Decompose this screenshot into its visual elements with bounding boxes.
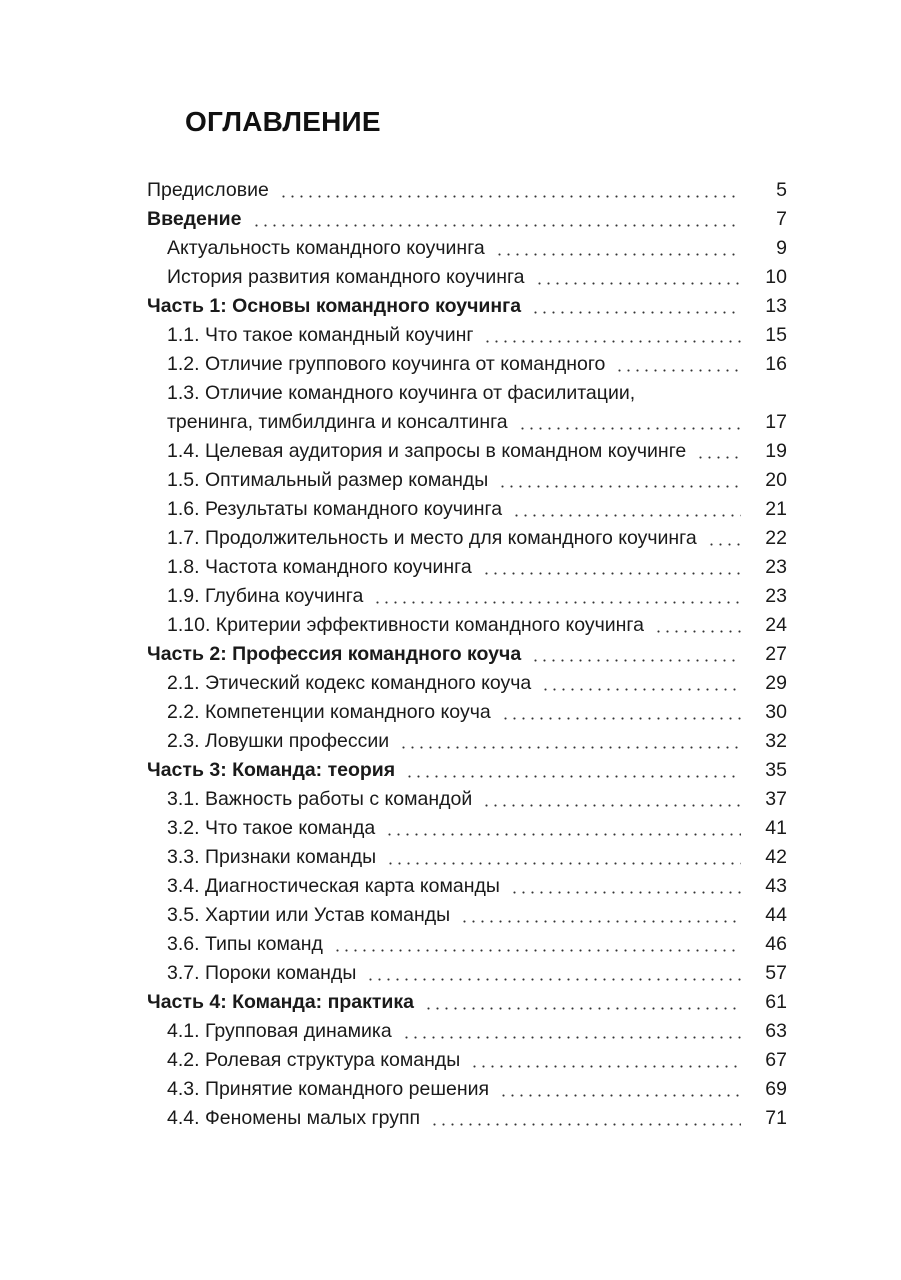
dot-leader: [424, 1007, 741, 1010]
toc-entry-text: 2.3. Ловушки профессии: [167, 730, 390, 752]
toc-entry: [147, 872, 787, 901]
toc-entry-text: 3.6. Типы команд: [167, 933, 323, 955]
toc-page-number: 16: [765, 353, 787, 375]
toc-entry: [147, 814, 787, 843]
toc-page-number: 44: [765, 904, 787, 926]
dot-leader: [696, 456, 741, 459]
dot-leader: [386, 862, 741, 865]
toc-entry-text: тренинга, тимбилдинга и консалтинга: [167, 411, 508, 433]
toc-page-number: 24: [765, 614, 787, 636]
dot-leader: [499, 1094, 741, 1097]
toc-page-number: 5: [776, 179, 787, 201]
toc-entry-text: 3.2. Что такое команда: [167, 817, 376, 839]
toc-entry-text: 3.4. Диагностическая карта команды: [167, 875, 500, 897]
toc-entry: [147, 1075, 787, 1104]
toc-page-number: 10: [765, 266, 787, 288]
toc-entry-text: 1.5. Оптимальный размер команды: [167, 469, 489, 491]
toc-entry: [147, 1046, 787, 1075]
toc-entry-text: Предисловие: [147, 179, 269, 201]
toc-page-number: 71: [765, 1107, 787, 1129]
toc-page-number: 63: [765, 1020, 787, 1042]
toc-entry-text: 1.10. Критерии эффективности командного коучинга: [167, 614, 644, 636]
toc-page-number: 23: [765, 585, 787, 607]
toc-entry: [147, 1104, 787, 1133]
dot-leader: [470, 1065, 741, 1068]
toc-page-number: 23: [765, 556, 787, 578]
toc-entry: [147, 582, 787, 611]
toc-entry-text: 1.7. Продолжительность и место для командного коучинга: [167, 527, 697, 549]
dot-leader: [399, 746, 741, 749]
dot-leader: [279, 195, 741, 198]
toc-page-number: 7: [776, 208, 787, 230]
dot-leader: [402, 1036, 741, 1039]
toc-entry: [147, 959, 787, 988]
toc-entry-text: 1.2. Отличие группового коучинга от командного: [167, 353, 606, 375]
toc-page-number: 67: [765, 1049, 787, 1071]
dot-leader: [460, 920, 741, 923]
toc-entry-continuation: [167, 408, 787, 437]
toc-entry-text: 4.4. Феномены малых групп: [167, 1107, 421, 1129]
toc-entry-text: Часть 2: Профессия командного коуча: [147, 643, 522, 665]
toc-page-number: 61: [765, 991, 787, 1013]
dot-leader: [252, 224, 742, 227]
dot-leader: [707, 543, 741, 546]
toc-entry-text: 1.3. Отличие командного коучинга от фасилитации,: [167, 382, 636, 404]
dot-leader: [510, 891, 741, 894]
toc-page-number: 43: [765, 875, 787, 897]
toc-page-number: 37: [765, 788, 787, 810]
toc-page-number: 21: [765, 498, 787, 520]
dot-leader: [333, 949, 741, 952]
toc-entry: [147, 263, 787, 292]
dot-leader: [405, 775, 741, 778]
toc-entry: [147, 553, 787, 582]
dot-leader: [531, 311, 741, 314]
toc-entry: [147, 785, 787, 814]
toc-page-number: 69: [765, 1078, 787, 1100]
toc-entry-text: Введение: [147, 208, 242, 230]
toc-entry-text: 2.2. Компетенции командного коуча: [167, 701, 491, 723]
toc-page-number: 29: [765, 672, 787, 694]
toc-entry-text: 1.1. Что такое командный коучинг: [167, 324, 474, 346]
toc-entry-text: 3.5. Хартии или Устав команды: [167, 904, 451, 926]
toc-page-number: 32: [765, 730, 787, 752]
toc-entry-text: 1.4. Целевая аудитория и запросы в командном коучинге: [167, 440, 687, 462]
dot-leader: [385, 833, 741, 836]
toc-entry: [147, 727, 787, 756]
toc-part-entry: [147, 756, 787, 785]
toc-entry-text: История развития командного коучинга: [167, 266, 525, 288]
page-title: ОГЛАВЛЕНИЕ: [185, 106, 381, 137]
dot-leader: [535, 282, 741, 285]
toc-page-number: 19: [765, 440, 787, 462]
dot-leader: [654, 630, 741, 633]
dot-leader: [483, 340, 741, 343]
toc-entry-text: 1.8. Частота командного коучинга: [167, 556, 472, 578]
dot-leader: [531, 659, 741, 662]
toc-entry-text: 3.7. Пороки команды: [167, 962, 357, 984]
toc-part-entry: [147, 292, 787, 321]
toc-entry-text: 2.1. Этический кодекс командного коуча: [167, 672, 532, 694]
toc-page-number: 27: [765, 643, 787, 665]
dot-leader: [501, 717, 741, 720]
toc-entry: [147, 466, 787, 495]
toc-entry-text: Часть 4: Команда: практика: [147, 991, 415, 1013]
toc-part-entry: [147, 205, 787, 234]
toc-entry: [147, 524, 787, 553]
table-of-contents: [147, 176, 787, 1133]
dot-leader: [430, 1123, 741, 1126]
toc-entry-text: Часть 3: Команда: теория: [147, 759, 396, 781]
dot-leader: [541, 688, 741, 691]
toc-entry: [147, 350, 787, 379]
dot-leader: [366, 978, 741, 981]
toc-entry-text: 4.3. Принятие командного решения: [167, 1078, 490, 1100]
toc-part-entry: [147, 988, 787, 1017]
toc-entry: [147, 437, 787, 466]
dot-leader: [498, 485, 741, 488]
toc-entry-text: 1.9. Глубина коучинга: [167, 585, 364, 607]
toc-entry: [147, 901, 787, 930]
toc-entry-text: 3.1. Важность работы с командой: [167, 788, 473, 810]
dot-leader: [482, 572, 741, 575]
toc-entry-text: Часть 1: Основы командного коучинга: [147, 295, 522, 317]
dot-leader: [518, 427, 741, 430]
toc-entry-text: 1.6. Результаты командного коучинга: [167, 498, 503, 520]
toc-entry: [147, 611, 787, 640]
toc-entry: [147, 843, 787, 872]
toc-entry: [147, 379, 787, 437]
toc-entry: [147, 321, 787, 350]
toc-entry: [147, 234, 787, 263]
toc-entry: [147, 176, 787, 205]
toc-entry-text: 4.2. Ролевая структура команды: [167, 1049, 461, 1071]
toc-entry-text: Актуальность командного коучинга: [167, 237, 485, 259]
dot-leader: [512, 514, 741, 517]
toc-entry: [147, 698, 787, 727]
dot-leader: [495, 253, 741, 256]
toc-page-number: 20: [765, 469, 787, 491]
toc-entry-text: 4.1. Групповая динамика: [167, 1020, 392, 1042]
toc-page-number: 42: [765, 846, 787, 868]
toc-entry: [147, 1017, 787, 1046]
dot-leader: [482, 804, 741, 807]
toc-entry: [147, 930, 787, 959]
toc-page-number: 13: [765, 295, 787, 317]
toc-page-number: 30: [765, 701, 787, 723]
toc-entry: [147, 495, 787, 524]
toc-page-number: 22: [765, 527, 787, 549]
toc-page-number: 41: [765, 817, 787, 839]
toc-entry-text: 3.3. Признаки команды: [167, 846, 377, 868]
dot-leader: [373, 601, 741, 604]
toc-page-number: 9: [776, 237, 787, 259]
toc-page-number: 17: [765, 411, 787, 433]
toc-page-number: 35: [765, 759, 787, 781]
toc-part-entry: [147, 640, 787, 669]
toc-entry: [147, 669, 787, 698]
dot-leader: [615, 369, 741, 372]
toc-page-number: 57: [765, 962, 787, 984]
toc-page-number: 15: [765, 324, 787, 346]
toc-page-number: 46: [765, 933, 787, 955]
